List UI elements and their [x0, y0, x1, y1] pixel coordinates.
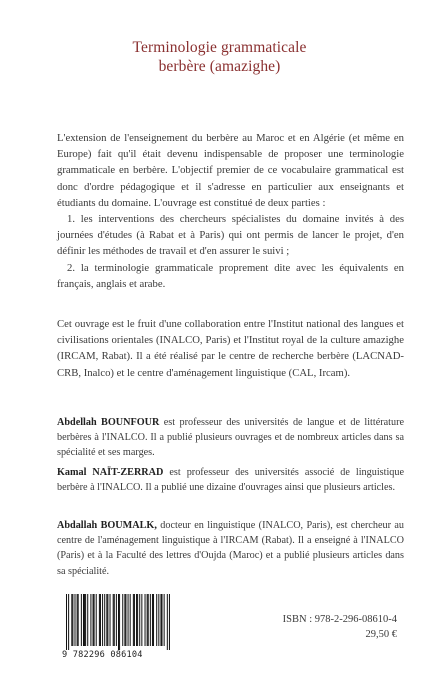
- barcode-bar: [122, 594, 123, 646]
- isbn: ISBN : 978-2-296-08610-4: [282, 614, 397, 625]
- title-line-2: berbère (amazighe): [158, 58, 281, 75]
- barcode-bars: [66, 594, 170, 650]
- barcode-bar: [90, 594, 91, 646]
- barcode-bar: [68, 594, 69, 650]
- author-name: Kamal NAÏT-ZERRAD: [57, 467, 164, 478]
- barcode-bar: [81, 594, 82, 646]
- author-bio-text: est professeur des universités associé de linguistique berbère à l'INALCO. Il a publié une dizaine d'ouvrages ainsi que plusieurs articles.: [57, 467, 404, 494]
- barcode-bar: [85, 594, 86, 646]
- author-name: Abdellah BOUNFOUR: [57, 417, 160, 428]
- barcode-bar: [136, 594, 137, 646]
- book-title: [0, 38, 439, 76]
- barcode-bar: [107, 594, 108, 646]
- barcode-bar: [78, 594, 79, 646]
- barcode-bar: [96, 594, 97, 646]
- intro-paragraph: L'extension de l'enseignement du berbère au Maroc et en Algérie (et même en Europe) fait qu'il était devenu indispensable de proposer une terminologie grammaticale en berbère. L'objectif premier de ce vocabulaire grammatical est donc d'ordre pédagogique et il s'adresse en particulier aux enseignants et étudiants du domaine. L'ouvrage est constitué de deux parties :: [57, 132, 404, 209]
- list-item-2: 2. la terminologie grammaticale proprement dite avec les équivalents en français, anglais et arabe.: [57, 261, 404, 290]
- title-line-1: Terminologie grammaticale: [132, 39, 307, 56]
- barcode-bar: [147, 594, 148, 646]
- barcode-bar: [119, 594, 120, 650]
- barcode-bar: [169, 594, 170, 650]
- barcode-digits: 9 782296 086104: [62, 650, 143, 660]
- barcode-bar: [145, 594, 146, 646]
- barcode-bar: [134, 594, 135, 646]
- barcode-bar: [110, 594, 111, 646]
- barcode-bar: [116, 594, 117, 646]
- barcode-bar: [71, 594, 72, 646]
- barcode-bar: [99, 594, 100, 646]
- barcode-bar: [77, 594, 78, 646]
- barcode-bar: [93, 594, 94, 646]
- barcode-bar: [94, 594, 95, 646]
- price: 29,50 €: [365, 629, 397, 640]
- barcode-bar: [128, 594, 129, 646]
- barcode: [66, 594, 170, 650]
- barcode-bar: [102, 594, 103, 646]
- barcode-bar: [141, 594, 142, 646]
- barcode-bar: [148, 594, 149, 646]
- barcode-bar: [125, 594, 126, 646]
- barcode-bar: [162, 594, 163, 646]
- barcode-bar: [83, 594, 84, 646]
- barcode-bar: [84, 594, 85, 646]
- barcode-bar: [158, 594, 159, 646]
- author-name: Abdallah BOUMALK,: [57, 520, 157, 531]
- author-bio-boumalk: [57, 518, 404, 579]
- barcode-bar: [164, 594, 165, 646]
- barcode-bar: [87, 594, 88, 646]
- barcode-bar: [106, 594, 107, 646]
- author-bio-nait-zerrad: [57, 465, 404, 495]
- author-bio-text: docteur en linguistique (INALCO, Paris), est chercheur au centre de l'aménagement linguistique à l'IRCAM (Rabat). Il a enseigné à l'INALCO (Paris) et à la Faculté des lettres d'Oujda (Maroc) et a publié plusieurs articles dans sa spécialité.: [57, 520, 404, 577]
- barcode-bar: [160, 594, 161, 646]
- barcode-bar: [104, 594, 105, 646]
- barcode-bar: [156, 594, 157, 646]
- list-item-1: 1. les interventions des chercheurs spécialistes du domaine invités à des journées d'études (à Rabat et à Paris) qui ont permis de lancer le projet, d'en définir les méthodes de travail et d'en assurer le suivi ;: [57, 213, 404, 258]
- barcode-bar: [74, 594, 75, 646]
- barcode-bar: [167, 594, 168, 650]
- barcode-bar: [137, 594, 138, 646]
- barcode-bar: [118, 594, 119, 650]
- barcode-bar: [113, 594, 114, 646]
- barcode-bar: [100, 594, 101, 646]
- barcode-bar: [114, 594, 115, 646]
- barcode-bar: [124, 594, 125, 646]
- barcode-bar: [130, 594, 131, 646]
- collaboration-section: [57, 316, 404, 381]
- author-bio-bounfour: [57, 415, 404, 461]
- barcode-bar: [133, 594, 134, 646]
- barcode-bar: [139, 594, 140, 646]
- barcode-bar: [150, 594, 151, 646]
- collaboration-paragraph: Cet ouvrage est le fruit d'une collaboration entre l'Institut national des langues et civilisations orientales (INALCO, Paris) et l'Institut royal de la culture amazighe (IRCAM, Rabat). Il a été réalisé par le centre de recherche berbère (LACNAD-CRB, Inalco) et le centre d'aménagement linguistique (CAL, Ircam).: [57, 318, 404, 379]
- intro-section: [57, 130, 404, 292]
- barcode-bar: [72, 594, 73, 646]
- barcode-bar: [66, 594, 67, 650]
- barcode-bar: [152, 594, 153, 646]
- barcode-bar: [153, 594, 154, 646]
- author-bio-text: est professeur des universités de langue et de littérature berbères à l'INALCO. Il a publié plusieurs ouvrages et de nombreux articles dans sa spécialité et ses marges.: [57, 417, 404, 459]
